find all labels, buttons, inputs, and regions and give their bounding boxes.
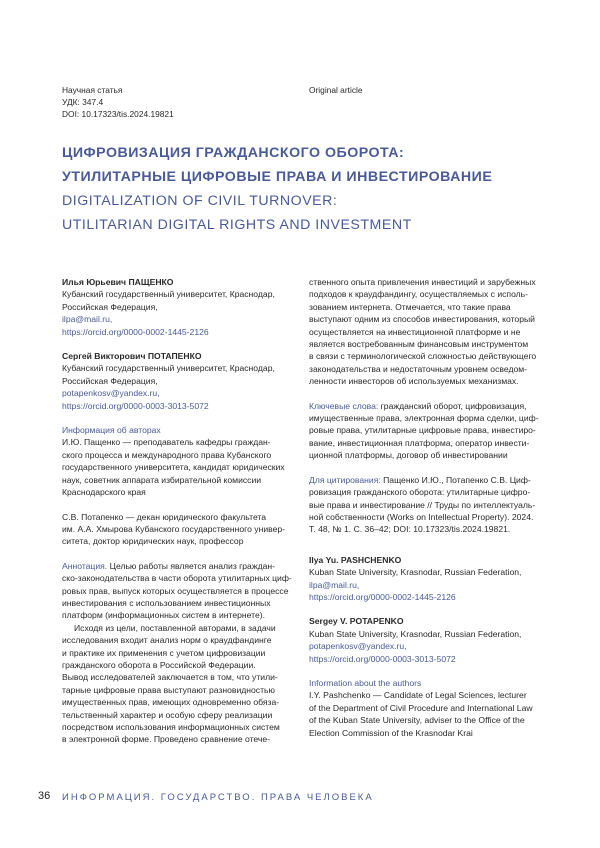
text-line: ровых прав, выпуск которых осуществляется в процессе bbox=[62, 585, 289, 596]
affiliation: Кубанский государственный университет, Краснодар, bbox=[62, 363, 275, 374]
affiliation-country: Российская Федерация, bbox=[62, 375, 158, 386]
text-line: Т. 48, № 1. С. 36–42; DOI: 10.17323/tis.2024.19821. bbox=[309, 524, 511, 535]
udk: УДК: 347.4 bbox=[62, 97, 104, 107]
text-line: в электронной форме. Проведено сравнение отече- bbox=[62, 734, 271, 745]
title-en-line2: UTILITARIAN DIGITAL RIGHTS AND INVESTMENT bbox=[62, 217, 412, 233]
author-ru-1 bbox=[62, 276, 292, 338]
author-given-name: Ilya Yu. bbox=[309, 554, 341, 565]
text-line: ционной платформы, договор об инвестировании bbox=[309, 450, 508, 461]
article-type-ru: Научная статья bbox=[62, 85, 123, 95]
doi: DOI: 10.17323/tis.2024.19821 bbox=[62, 109, 174, 119]
text-line: осуществляется на инвестиционной платформе и не bbox=[309, 326, 521, 337]
article-meta bbox=[62, 84, 174, 120]
author-given-name: Сергей Викторович bbox=[62, 351, 148, 362]
title-ru-line1: ЦИФРОВИЗАЦИЯ ГРАЖДАНСКОГО ОБОРОТА: bbox=[62, 145, 405, 161]
citation-first-line: Пащенко И.Ю., Потапенко С.В. Циф- bbox=[380, 474, 531, 485]
orcid-link[interactable]: https://orcid.org/0000-0003-3013-5072 bbox=[62, 400, 209, 411]
author-info-en bbox=[309, 689, 544, 739]
text-line: имущественных прав, имеющих одновременно обяза- bbox=[62, 697, 280, 708]
title-en-line1: DIGITALIZATION OF CIVIL TURNOVER: bbox=[62, 193, 338, 209]
author-surname: ПОТАПЕНКО bbox=[147, 351, 202, 362]
text-line: тельственный характер и особую сферу реализации bbox=[62, 709, 273, 720]
text-line: ско-законодательства в части оборота утилитарных циф- bbox=[62, 573, 292, 584]
page-number: 36 bbox=[38, 790, 51, 802]
abstract-body bbox=[62, 572, 292, 622]
text-line: И.Ю. Пащенко — преподаватель кафедры граждан- bbox=[62, 437, 271, 448]
text-line: ского процесса и международного права Кубанского bbox=[62, 449, 272, 460]
text-line: государственного университета, кандидат юридических bbox=[62, 462, 285, 473]
author-surname: POTAPENKO bbox=[349, 616, 404, 627]
text-line: гражданского оборота в Российской Федерации. bbox=[62, 659, 256, 670]
text-line: вые права и инвестирование // Труды по интеллектуаль- bbox=[309, 499, 536, 510]
text-line: наук, советник аппарата избирательной комиссии bbox=[62, 474, 262, 485]
text-line: ситета, доктор юридических наук, профессор bbox=[62, 536, 244, 547]
text-line: ственного опыта привлечения инвестиций и зарубежных bbox=[309, 277, 536, 287]
text-line: подходов к краудфандингу, осуществляемых с исполь- bbox=[309, 289, 529, 300]
email-link[interactable]: ilpa@mail.ru, bbox=[62, 314, 113, 325]
text-line: им. А.А. Хмырова Кубанского государственного универ- bbox=[62, 523, 286, 534]
affiliation: Kuban State University, Krasnodar, Russian Federation, bbox=[309, 628, 522, 639]
text-line: тарные цифровые права выступают разновидностью bbox=[62, 684, 275, 695]
affiliation: Кубанский государственный университет, Краснодар, bbox=[62, 289, 275, 300]
text-line: Election Commission of the Krasnodar Krai bbox=[309, 727, 473, 738]
text-line: I.Y. Pashchenko — Candidate of Legal Sciences, lecturer bbox=[309, 690, 527, 701]
title-block bbox=[62, 141, 492, 237]
abstract-body-2 bbox=[62, 622, 292, 746]
text-line: ной собственности (Works on Intellectual Property). 2024. bbox=[309, 511, 534, 522]
author-surname: PASHCHENKO bbox=[340, 554, 402, 565]
keywords-label: Ключевые слова: bbox=[309, 400, 379, 411]
keywords-body bbox=[309, 412, 544, 462]
email-link[interactable]: potapenkosv@yandex.ru, bbox=[62, 388, 160, 399]
text-line: of the Department of Civil Procedure and International Law bbox=[309, 702, 533, 713]
text-line: Вывод исследователей заключается в том, что утили- bbox=[62, 672, 278, 683]
keywords-first-line: гражданский оборот, цифровизация, bbox=[378, 400, 527, 411]
author-en-1 bbox=[309, 554, 544, 604]
text-line: of the Kuban State University, adviser to the Office of the bbox=[309, 715, 525, 726]
text-line: законодательства и недостаточным уровнем осведом- bbox=[309, 363, 528, 374]
journal-title: ИНФОРМАЦИЯ. ГОСУДАРСТВО. ПРАВА ЧЕЛОВЕКА bbox=[62, 792, 374, 803]
text-line: Исходя из цели, поставленной авторами, в задачи bbox=[74, 622, 276, 633]
text-line: С.В. Потапенко — декан юридического факультета bbox=[62, 511, 267, 522]
text-line: ленности инвесторов об используемых механизмах. bbox=[309, 376, 519, 387]
left-column bbox=[62, 276, 292, 746]
article-type-en: Original article bbox=[309, 85, 363, 95]
text-line: имущественные права, электронная форма сделки, циф- bbox=[309, 413, 539, 424]
title-ru-line2: УТИЛИТАРНЫЕ ЦИФРОВЫЕ ПРАВА И ИНВЕСТИРОВАНИЕ bbox=[62, 169, 493, 185]
text-line: является востребованным финансовым инструментом bbox=[309, 339, 529, 350]
orcid-link[interactable]: https://orcid.org/0000-0002-1445-2126 bbox=[62, 326, 209, 337]
text-line: посредством использования информационных систем bbox=[62, 722, 280, 732]
author-info-2 bbox=[62, 511, 292, 548]
text-line: в связи с терминологической сложностью действующего bbox=[309, 351, 537, 362]
author-info-1 bbox=[62, 436, 292, 498]
abstract-first-line: Целью работы является анализ граждан- bbox=[107, 560, 275, 571]
abstract-label: Аннотация. bbox=[62, 560, 108, 571]
text-line: инвестирования с использованием инвестиционных bbox=[62, 597, 271, 608]
author-given-name: Илья Юрьевич bbox=[62, 277, 129, 287]
text-line: ровизация гражданского оборота: утилитарные цифро- bbox=[309, 487, 531, 498]
author-given-name: Sergey V. bbox=[309, 616, 350, 627]
text-line: исследования входит анализ норм о краудфандинге bbox=[62, 635, 272, 646]
text-line: и практике их применения с учетом цифровизации bbox=[62, 647, 266, 658]
orcid-link[interactable]: https://orcid.org/0000-0003-3013-5072 bbox=[309, 653, 456, 664]
author-en-2 bbox=[309, 615, 544, 665]
text-line: ровые права, утилитарные цифровые права, инвестиро- bbox=[309, 425, 536, 436]
author-ru-2 bbox=[62, 350, 292, 412]
author-surname: ПАЩЕНКО bbox=[128, 277, 174, 287]
info-heading-en: Information about the authors bbox=[309, 677, 422, 688]
abstract-continued bbox=[309, 276, 544, 388]
orcid-link[interactable]: https://orcid.org/0000-0002-1445-2126 bbox=[309, 591, 456, 602]
affiliation: Kuban State University, Krasnodar, Russian Federation, bbox=[309, 567, 522, 578]
email-link[interactable]: potapenkosv@yandex.ru, bbox=[309, 641, 407, 652]
text-line: Краснодарского края bbox=[62, 487, 146, 498]
citation-body bbox=[309, 486, 544, 536]
text-line: вание, инвестиционная платформа, оператор инвести- bbox=[309, 437, 530, 448]
email-link[interactable]: ilpa@mail.ru, bbox=[309, 579, 360, 590]
text-line: выступают одним из способов инвестирования, который bbox=[309, 314, 535, 325]
text-line: платформ (информационных систем в интернете). bbox=[62, 610, 266, 621]
citation-label: Для цитирования: bbox=[309, 474, 381, 485]
right-column bbox=[309, 276, 544, 739]
text-line: зованием интернета. Отмечается, что такие права bbox=[309, 301, 511, 312]
info-heading-ru: Информация об авторах bbox=[62, 425, 161, 436]
affiliation-country: Российская Федерация, bbox=[62, 301, 158, 312]
